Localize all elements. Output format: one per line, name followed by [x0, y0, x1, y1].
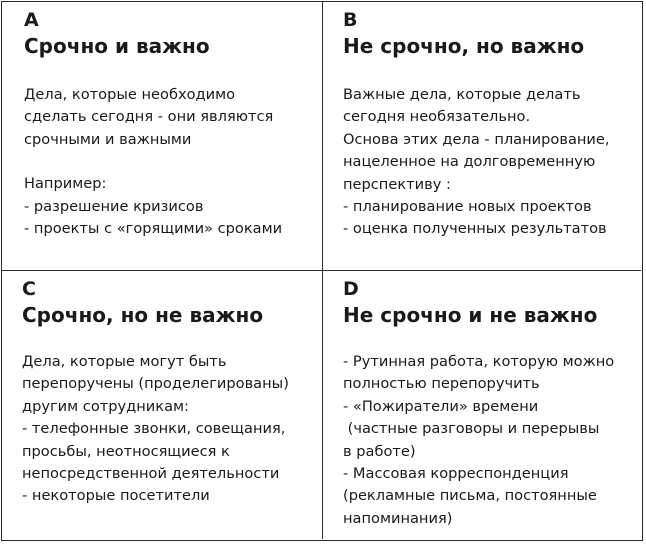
quadrant-c-line: Дела, которые могут быть: [22, 353, 227, 370]
quadrant-d-line: (частные разговоры и перерывы: [343, 420, 600, 438]
quadrant-d-line: - Рутинная работа, которую можно: [343, 353, 615, 370]
quadrant-c-line: непосредственной деятельности: [22, 465, 280, 483]
quadrant-d: [323, 271, 641, 539]
quadrant-a-line: - проекты с «горящими» сроками: [24, 220, 283, 238]
quadrant-b-line: сегодня необязательно.: [343, 108, 531, 126]
quadrant-b-heading: Не срочно, но важно: [343, 34, 585, 58]
quadrant-c-line: другим сотрудникам:: [22, 397, 189, 415]
quadrant-c-heading: Срочно, но не важно: [22, 303, 264, 327]
quadrant-a-line: срочными и важными: [24, 130, 192, 148]
quadrant-a-body: [24, 84, 312, 240]
quadrant-d-line: (рекламные письма, постоянные: [343, 487, 597, 505]
quadrant-b-body: [343, 84, 631, 241]
quadrant-c-line: перепоручены (проделегированы): [22, 375, 289, 393]
eisenhower-matrix: [1, 1, 643, 541]
quadrant-b-line: перспективу :: [343, 175, 451, 193]
quadrant-d-body: [343, 351, 631, 530]
quadrant-c-body: [22, 351, 312, 508]
quadrant-a-line: сделать сегодня - они являются: [24, 108, 274, 126]
quadrant-b-line: Важные дела, которые делать: [343, 86, 581, 103]
quadrant-b-line: - оценка полученных результатов: [343, 220, 607, 238]
quadrant-d-heading: Не срочно и не важно: [343, 303, 598, 327]
quadrant-a-letter: A: [24, 9, 39, 31]
quadrant-d-line: - Массовая корреспонденция: [343, 465, 569, 483]
quadrant-b-line: Основа этих дела - планирование,: [343, 130, 610, 148]
quadrant-d-line: полностью перепоручить: [343, 375, 540, 393]
quadrant-c: [2, 271, 323, 539]
quadrant-d-line: напоминания): [343, 509, 453, 527]
quadrant-d-line: - «Пожиратели» времени: [343, 397, 539, 415]
quadrant-d-line: в работе): [343, 442, 416, 460]
quadrant-a-line: Дела, которые необходимо: [24, 86, 236, 103]
quadrant-d-letter: D: [343, 278, 359, 300]
quadrant-c-line: - телефонные звонки, совещания,: [22, 420, 286, 438]
quadrant-b-line: нацеленное на долговременную: [343, 153, 596, 171]
quadrant-a-heading: Срочно и важно: [24, 34, 210, 58]
quadrant-a: [2, 2, 323, 271]
quadrant-a-line: - разрешение кризисов: [24, 197, 204, 215]
quadrant-b-letter: B: [343, 9, 358, 31]
quadrant-c-letter: C: [22, 278, 36, 300]
quadrant-c-line: просьбы, неотносящиеся к: [22, 442, 230, 460]
quadrant-b-line: - планирование новых проектов: [343, 198, 592, 216]
quadrant-a-line: Например:: [24, 175, 107, 193]
quadrant-c-line: - некоторые посетители: [22, 487, 210, 505]
quadrant-b: [323, 2, 641, 271]
